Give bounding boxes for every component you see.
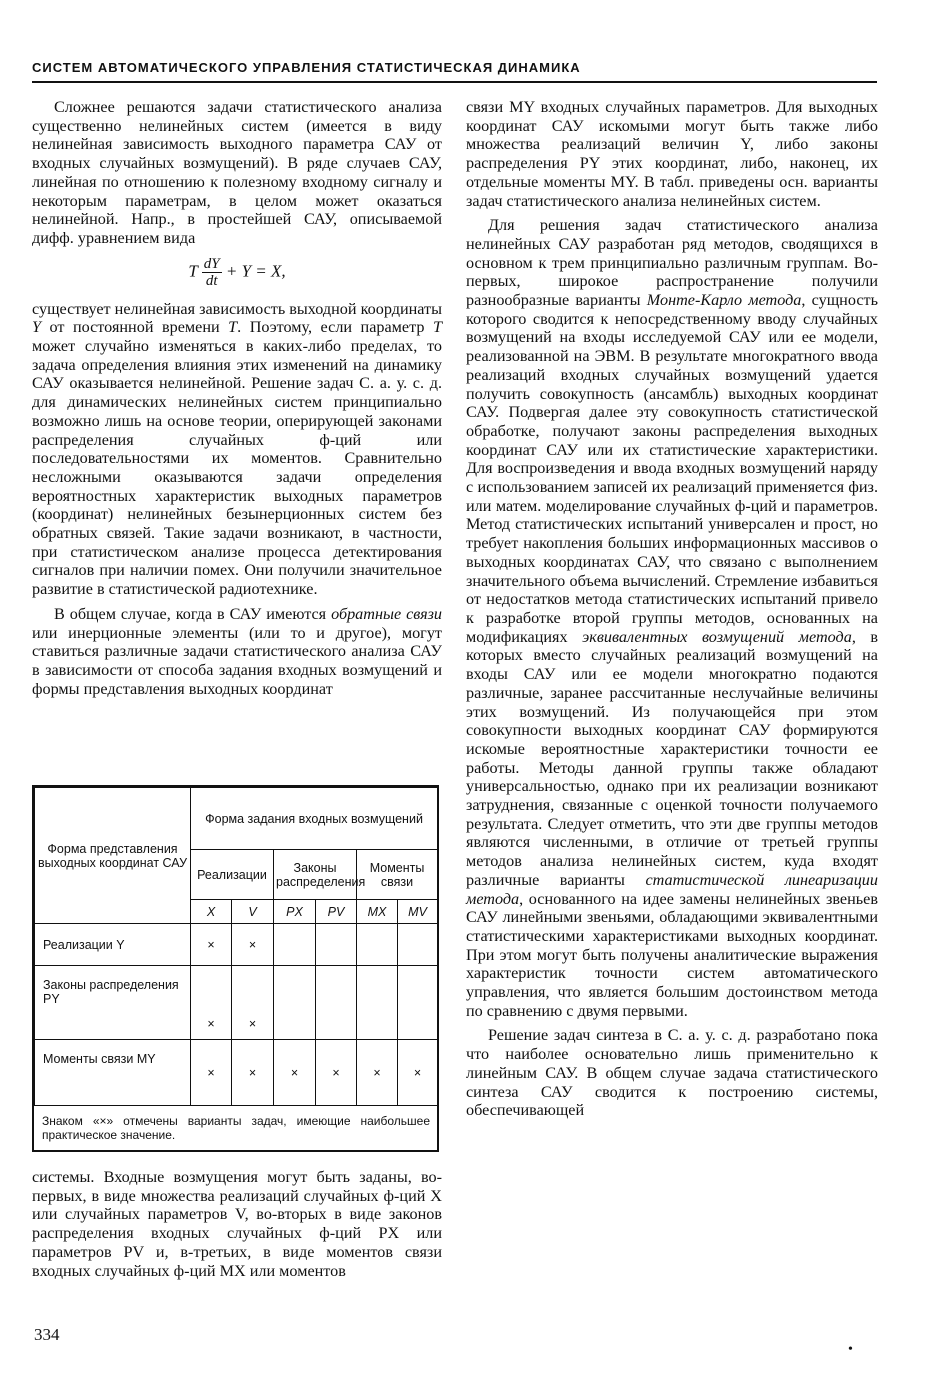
- table-column-header: PX: [274, 900, 316, 924]
- table-row: [35, 1040, 438, 1106]
- variants-table: [32, 785, 439, 1152]
- table-cell: ×: [232, 924, 274, 966]
- equation-tail: + Y = X,: [225, 261, 286, 281]
- text-run: В общем случае, когда в САУ имеются: [54, 604, 332, 623]
- left-paragraph-3: [32, 605, 442, 699]
- table-cell: [274, 966, 316, 1040]
- table-column-header: PV: [316, 900, 357, 924]
- text-run: или инерционные элементы (или то и другое), могут ставиться различные задачи статистического анализа САУ в зависимости от способа задания входных возмущений и формы представления выходных координат: [32, 623, 442, 698]
- table-cell: ×: [398, 1040, 438, 1106]
- table-subheader: Законы распределения: [274, 850, 357, 900]
- text-run-italic: Монте-Карло метода: [646, 291, 802, 310]
- table-cell: [357, 924, 398, 966]
- table-cell: ×: [274, 1040, 316, 1106]
- table-cell: [316, 966, 357, 1040]
- table-row-label: Законы распределения PY: [35, 966, 191, 1040]
- text-run: . Поэтому, если параметр: [237, 318, 433, 337]
- text-run: , основанного на идее замены нелинейных звеньев САУ линейными звеньями, обладающими эквивалентными статистическими характеристиками выходных координат. При этом могут быть получены аналитические выражения характеристик точности систем автоматического управления, что является большим достоинством метода по сравнению с двумя первыми.: [466, 889, 878, 1020]
- table-cell: [398, 966, 438, 1040]
- equation-fraction: [202, 256, 222, 289]
- right-paragraph-1: связи MY входных случайных параметров. Для выходных координат САУ искомыми могут быть также либо множества реализаций величин Y, либо законы распределения PY этих координат, либо, наконец, их отдельные моменты MY. В табл. приведены осн. варианты задач статистического анализа нелинейных систем.: [466, 98, 878, 210]
- left-column-continued: [32, 1168, 442, 1280]
- text-run: от постоянной времени: [41, 318, 229, 337]
- table-cell: ×: [191, 966, 232, 1040]
- table-row-label: Реализации Y: [35, 924, 191, 966]
- table-column-header: X: [191, 900, 232, 924]
- left-column: [32, 98, 442, 698]
- text-run: T: [432, 318, 442, 337]
- text-run: , сущность которого сводится к непосредственному вводу случайных возмущений на входы исследуемой САУ или ее модели, реализованной на ЭВМ. В результате многократного ввода реализаций входных случайных возмущений удается получить совокупность (ансамбль) выходных координат САУ. Подвергая далее эту совокупность статистической обработке, получают законы распределения выходных координат САУ или их статистические характеристики. Для воспроизведения и ввода входных возмущений наряду с использованием записей их реализаций применяется физ. или матем. моделирование случайных ф-ций и параметров. Метод статистических испытаний универсален и прост, но требует накопления больших информационных массивов о выходных координатах САУ, что связано с выполнением значительного объема вычислений. Стремление избавиться от недостатков метода статистических испытаний привело к разработке второй группы методов, основанных на модификациях: [466, 291, 878, 646]
- table-column-header: MX: [357, 900, 398, 924]
- right-paragraph-2: [466, 216, 878, 1020]
- table-cell: ×: [232, 966, 274, 1040]
- table-row: [35, 924, 438, 966]
- left-paragraph-2: [32, 300, 442, 599]
- text-run: T: [228, 318, 238, 337]
- text-run: может случайно изменяться в каких-либо пределах, то задача определения влияния этих изменений на динамику САУ оказывается нелинейной. Решение задач С. а. у. с. д. для динамических нелинейных систем принципиально возможно лишь на основе теории, оперирующей законами распределения случайных ф-ций или последовательностями их моментов. Сравнительно несложными оказываются задачи определения вероятностных характеристик выходных параметров (координат) нелинейных безынерционных систем без обратных связей. Такие задачи возникают, в частности, при статистическом анализе процесса детектирования сигналов при наличии помех. Они получили значительное развитие в статистической радиотехнике.: [32, 337, 442, 599]
- table-group-header: Форма задания входных возмущений: [191, 788, 438, 850]
- text-run: , в которых вместо случайных реализаций возмущений на входы САУ или ее модели многократно подаются различные, заранее рассчитанные неслучайные величины этих возмущений. Из получающейся при этом совокупности выходных координат САУ формируются искомые вероятностные характеристики точности ее работы. Методы данной группы также обладают универсальностью, однако при их реализации возникают затруднения, связанные с оценкой точности получаемого результата. Следует отметить, что эти две группы методов являются численными, в отличие от третьей группы методов анализа нелинейных систем, куда входят различные варианты: [466, 627, 879, 889]
- equation-denominator: dt: [205, 272, 218, 289]
- table-cell: ×: [191, 1040, 232, 1106]
- table-cell: ×: [191, 924, 232, 966]
- text-run: Для решения задач статистического анализа нелинейных САУ разработан ряд методов, сводящихся в основном к трем принципиально различным группам. Во-первых, широкое распространение получили разнообразные варианты: [466, 216, 878, 310]
- header-rule: [32, 81, 877, 83]
- footer-mark: •: [848, 1342, 853, 1357]
- text-run-italic: статистической линеаризации метода: [466, 870, 878, 908]
- right-paragraph-3: Решение задач синтеза в С. а. у. с. д. разработано пока что наиболее основательно лишь применительно к линейным САУ. В общем случае задача статистического синтеза САУ сводится к построению системы, обеспечивающей: [466, 1026, 878, 1120]
- table-cell: [357, 966, 398, 1040]
- table-column-header: V: [232, 900, 274, 924]
- text-run-italic: эквивалентных возмущений метода: [582, 627, 852, 646]
- table-cell: ×: [316, 1040, 357, 1106]
- page-number: 334: [34, 1325, 60, 1344]
- text-run: существует нелинейная зависимость выходной координаты: [32, 299, 442, 318]
- table-note: Знаком «×» отмечены варианты задач, имеющие наибольшее практическое значение.: [42, 1114, 430, 1142]
- table-cell: [398, 924, 438, 966]
- table-cell: ×: [357, 1040, 398, 1106]
- table-subheader: Моменты связи: [357, 850, 438, 900]
- table-subheader: Реализации: [191, 850, 274, 900]
- right-column: [466, 98, 878, 1120]
- equation: [32, 256, 442, 292]
- table-row-label: Моменты связи MY: [35, 1040, 191, 1106]
- table-corner-header: Форма представления выходных координат САУ: [35, 788, 191, 924]
- left-paragraph-4: системы. Входные возмущения могут быть заданы, во-первых, в виде множества реализаций случайных ф-ций X или случайных параметров V, во-вторых в виде законов распределения входных случайных ф-ций PX или параметров PV и, в-третьих, в виде моментов связи входных случайных ф-ций MX или моментов: [32, 1168, 442, 1280]
- left-paragraph-1: Сложнее решаются задачи статистического анализа существенно нелинейных систем (имеется в виду нелинейная зависимость выходного параметра САУ от входных случайных возмущений). В ряде случаев САУ, линейная по отношению к полезному входному сигналу и некоторым параметрам, в целом может оказаться нелинейной. Напр., в простейшей САУ, описываемой дифф. уравнением вида: [32, 98, 442, 247]
- running-header: СИСТЕМ АВТОМАТИЧЕСКОГО УПРАВЛЕНИЯ СТАТИСТИЧЕСКАЯ ДИНАМИКА: [32, 60, 581, 75]
- table-column-header: MV: [398, 900, 438, 924]
- table-row: [35, 966, 438, 1040]
- table-cell: [274, 924, 316, 966]
- text-run: Y: [32, 318, 42, 337]
- table-cell: [316, 924, 357, 966]
- table-cell: ×: [232, 1040, 274, 1106]
- text-run-italic: обратные связи: [331, 604, 442, 623]
- equation-numerator: dY: [203, 255, 220, 272]
- equation-lead: T: [188, 261, 198, 281]
